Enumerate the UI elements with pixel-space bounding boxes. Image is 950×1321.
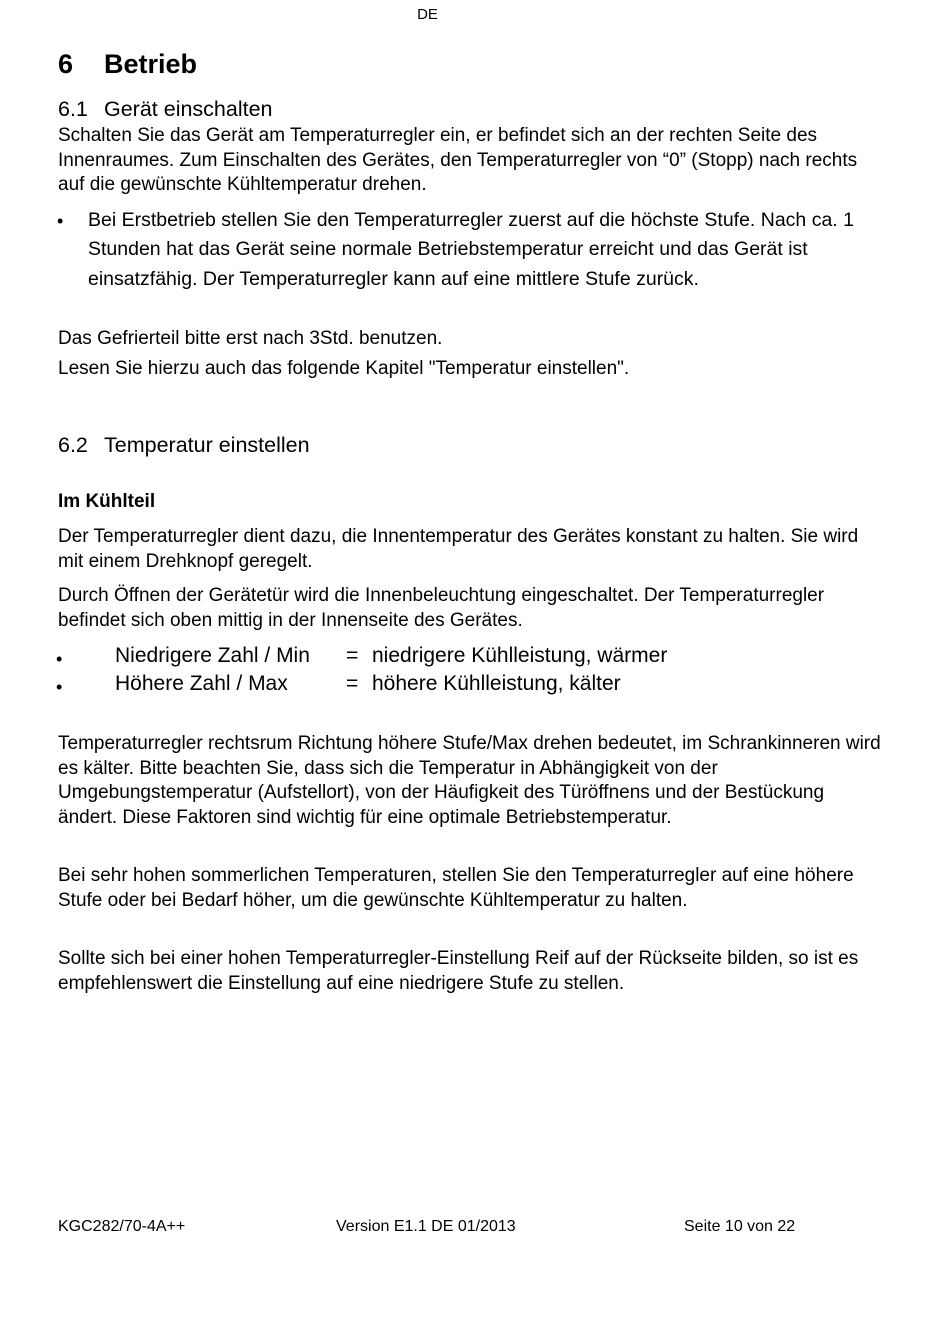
note-paragraph: Das Gefrierteil bitte erst nach 3Std. benutzen. Lesen Sie hierzu auch das folgende Kapitel "Temperatur einstellen". [58,328,630,379]
comparison-right: höhere Kühlleistung, kälter [372,672,621,695]
comparison-equals: = [346,672,359,695]
footer-page-number: Seite 10 von 22 [684,1218,796,1235]
bullet-icon: • [57,211,64,231]
chapter-title: Betrieb [104,49,198,79]
header-language: DE [417,6,438,23]
footer-version: Version E1.1 DE 01/2013 [336,1218,516,1235]
section-title: Gerät einschalten [104,97,273,121]
bullet-icon: • [56,649,63,669]
intro-paragraph: Schalten Sie das Gerät am Temperaturregler ein, er befindet sich an der rechten Seite des Innenraumes. Zum Einschalten des Gerätes, den Temperaturregler von “0” (Stopp) nach rechts auf die gewünschte Kühltemperatur drehen. [58,125,858,195]
bullet-icon: • [56,677,63,697]
comparison-left: Niedrigere Zahl / Min [115,644,310,667]
footer-model: KGC282/70-4A++ [58,1218,186,1235]
bullet-paragraph: Bei Erstbetrieb stellen Sie den Temperaturregler zuerst auf die höchste Stufe. Nach ca. 1 Stunden hat das Gerät seine normale Betriebstemperatur erreicht und das Gerät ist einsatzfähig. Der Temperaturregler kann auf eine mittlere Stufe zurück. [88,209,854,290]
subheading: Im Kühlteil [58,491,156,512]
paragraph: Der Temperaturregler dient dazu, die Innentemperatur des Gerätes konstant zu halten. Sie wird mit einem Drehknopf geregelt. [58,526,859,572]
paragraph: Sollte sich bei einer hohen Temperaturregler-Einstellung Reif auf der Rückseite bilden, so ist es empfehlenswert die Einstellung auf eine niedrigere Stufe zu stellen. [58,948,859,994]
paragraph: Temperaturregler rechtsrum Richtung höhere Stufe/Max drehen bedeutet, im Schrankinneren wird es kälter. Bitte beachten Sie, dass sich die Temperatur in Abhängigkeit von der Umgebungstemperatur (Aufstellort), von der Häufigkeit des Türöffnens und der Bestückung ändert. Diese Faktoren sind wichtig für eine optimale Betriebstemperatur. [58,733,881,828]
section-number: 6.2 [58,433,88,457]
paragraph: Bei sehr hohen sommerlichen Temperaturen, stellen Sie den Temperaturregler auf eine höhere Stufe oder bei Bedarf höher, um die gewünschte Kühltemperatur zu halten. [58,865,854,911]
section-number: 6.1 [58,97,88,121]
comparison-equals: = [346,644,359,667]
section-title: Temperatur einstellen [104,433,310,457]
paragraph: Durch Öffnen der Gerätetür wird die Innenbeleuchtung eingeschaltet. Der Temperaturregler befindet sich oben mittig in der Innenseite des Gerätes. [58,585,825,631]
comparison-right: niedrigere Kühlleistung, wärmer [372,644,668,667]
comparison-left: Höhere Zahl / Max [115,672,288,695]
chapter-number: 6 [58,49,74,79]
